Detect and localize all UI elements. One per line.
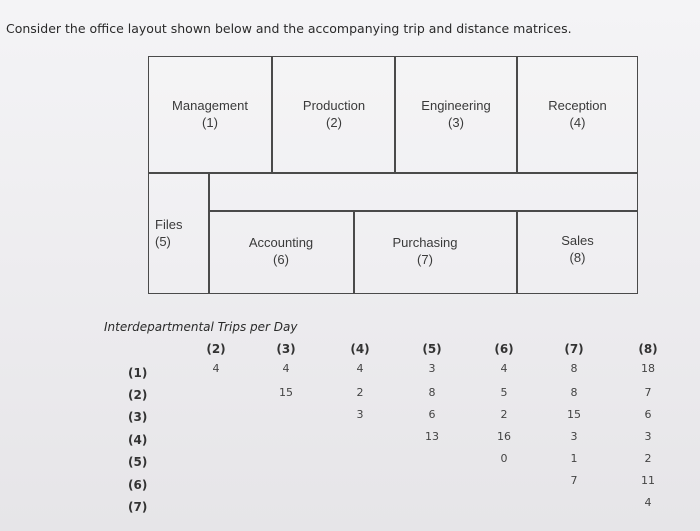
wall xyxy=(209,210,637,212)
trip-cell: 15 xyxy=(567,408,581,421)
room-name: Reception xyxy=(548,98,607,113)
room-number: (7) xyxy=(417,252,433,267)
office-layout xyxy=(148,56,638,294)
room-management xyxy=(149,97,271,131)
trip-cell: 11 xyxy=(641,474,655,487)
trip-cell: 4 xyxy=(644,496,652,509)
col-header: (2) xyxy=(206,342,226,356)
trip-cell: 0 xyxy=(500,452,508,465)
row-label: (5) xyxy=(128,455,148,469)
trip-cell: 3 xyxy=(428,362,436,375)
room-number: (3) xyxy=(448,115,464,130)
room-number: (1) xyxy=(202,115,218,130)
room-engineering xyxy=(396,97,516,131)
trip-cell: 18 xyxy=(641,362,655,375)
room-name: Files xyxy=(155,217,183,232)
trip-cell: 8 xyxy=(428,386,436,399)
trip-cell: 16 xyxy=(497,430,511,443)
col-header: (3) xyxy=(276,342,296,356)
trip-cell: 6 xyxy=(428,408,436,421)
row-label: (7) xyxy=(128,500,148,514)
col-header: (4) xyxy=(350,342,370,356)
trip-cell: 7 xyxy=(570,474,578,487)
trip-cell: 7 xyxy=(644,386,652,399)
trip-cell: 4 xyxy=(212,362,220,375)
trip-cell: 2 xyxy=(356,386,364,399)
room-number: (5) xyxy=(155,234,171,249)
col-header: (7) xyxy=(564,342,584,356)
trip-cell: 1 xyxy=(570,452,578,465)
room-production xyxy=(274,97,394,131)
trip-cell: 3 xyxy=(644,430,652,443)
room-number: (8) xyxy=(569,250,586,265)
room-number: (4) xyxy=(569,115,586,130)
intro-text: Consider the office layout shown below and the accompanying trip and distance matrices. xyxy=(6,21,572,36)
trip-cell: 4 xyxy=(282,362,290,375)
trip-cell: 4 xyxy=(500,362,508,375)
trip-cell: 8 xyxy=(570,362,578,375)
trip-cell: 2 xyxy=(644,452,652,465)
trip-cell: 3 xyxy=(356,408,364,421)
col-header: (5) xyxy=(422,342,442,356)
room-name: Sales xyxy=(561,233,594,248)
trip-cell: 2 xyxy=(500,408,508,421)
room-name: Accounting xyxy=(248,235,314,250)
trip-cell: 5 xyxy=(500,386,508,399)
row-label: (2) xyxy=(128,388,148,402)
room-number: (6) xyxy=(273,252,289,267)
room-sales xyxy=(518,232,637,266)
trip-cell: 6 xyxy=(644,408,652,421)
row-label: (1) xyxy=(128,366,148,380)
row-label: (3) xyxy=(128,410,148,424)
trip-cell: 3 xyxy=(570,430,578,443)
room-reception xyxy=(518,97,637,131)
row-label: (4) xyxy=(128,433,148,447)
trip-cell: 4 xyxy=(356,362,364,375)
room-name: Purchasing xyxy=(392,235,458,250)
trips-title: Interdepartmental Trips per Day xyxy=(104,320,298,334)
room-name: Engineering xyxy=(421,98,491,113)
trip-cell: 15 xyxy=(279,386,293,399)
wall xyxy=(208,172,210,293)
room-purchasing xyxy=(355,234,495,268)
row-label: (6) xyxy=(128,478,148,492)
wall xyxy=(271,57,273,172)
room-name: Production xyxy=(302,98,366,113)
trip-cell: 8 xyxy=(570,386,578,399)
room-files xyxy=(155,216,205,250)
col-header: (8) xyxy=(638,342,658,356)
room-accounting xyxy=(211,234,351,268)
col-header: (6) xyxy=(494,342,514,356)
wall xyxy=(149,172,637,174)
room-name: Management xyxy=(172,98,248,113)
trip-cell: 13 xyxy=(425,430,439,443)
room-number: (2) xyxy=(326,115,342,130)
